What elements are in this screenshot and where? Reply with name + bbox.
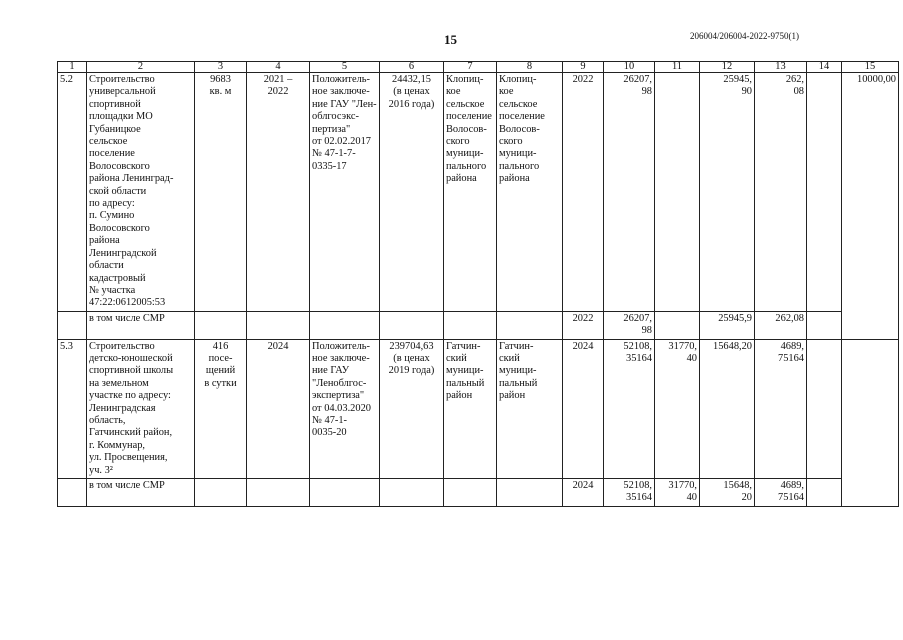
cell-line: 416 <box>212 340 229 352</box>
cell-line: 75164 <box>778 492 804 504</box>
cell-line: область, <box>89 414 126 426</box>
cell-line: 0335-17 <box>312 160 347 172</box>
value-cell-11 <box>655 479 700 507</box>
expertise-cell <box>310 73 380 312</box>
value-cell-14 <box>807 479 842 507</box>
cell-line: 98 <box>641 325 652 337</box>
column-header: 6 <box>380 62 444 73</box>
value-cell-10 <box>604 311 655 339</box>
object-name-cell <box>87 339 195 478</box>
period-cell <box>247 339 310 478</box>
table-row <box>58 339 899 478</box>
cell-line: 31770, <box>668 480 697 491</box>
cell-line: поселение <box>89 148 135 160</box>
cell-line: 9683 <box>210 74 231 85</box>
cell-line: 40 <box>686 492 697 504</box>
capacity-cell <box>195 339 247 478</box>
cell-line: "Леноблгос- <box>312 377 367 389</box>
cell-line: района Ленинград- <box>89 173 174 185</box>
cell-line: ние ГАУ "Лен- <box>312 98 377 110</box>
cell-line: 2019 года) <box>388 365 435 377</box>
value-cell-10 <box>604 339 655 478</box>
cell-line: ского <box>499 136 523 148</box>
cell-line: район <box>446 390 473 402</box>
year-cell: 2024 <box>563 479 604 507</box>
value-cell-11 <box>655 339 700 478</box>
cell-line: муници- <box>446 148 484 160</box>
value-cell-12 <box>700 339 755 478</box>
period-cell <box>247 73 310 312</box>
cell-line: № 47-1- <box>312 414 348 426</box>
cost-cell <box>380 339 444 478</box>
column-header: 5 <box>310 62 380 73</box>
cell-line: 47:22:0612005:53 <box>89 297 166 309</box>
cell-line: Положитель- <box>312 74 370 85</box>
table-row-subtotal <box>58 311 899 339</box>
cell-line: пального <box>499 160 540 172</box>
cell-line: универсальной <box>89 86 156 98</box>
cell-line: сельское <box>446 98 485 110</box>
value-cell-14 <box>807 311 842 339</box>
cell-line: 262,08 <box>775 312 804 324</box>
cell-line: ский <box>499 352 520 364</box>
cell-line: 24432,15 <box>392 74 431 85</box>
cell-line: 4689, <box>780 340 804 352</box>
cell-line: (в ценах <box>393 86 430 98</box>
cell-line: 4689, <box>780 480 804 491</box>
column-header: 4 <box>247 62 310 73</box>
cell-line: 0035-20 <box>312 427 347 439</box>
year-cell: 2022 <box>563 73 604 312</box>
cell-line: Гатчин- <box>499 340 534 352</box>
cell-line: спортивной <box>89 98 141 110</box>
smr-label: в том числе СМР <box>87 479 195 507</box>
value-cell-12 <box>700 479 755 507</box>
cell-line: от 04.03.2020 <box>312 402 371 414</box>
column-header: 13 <box>755 62 807 73</box>
cell-line: кое <box>499 86 514 98</box>
cell-line: муници- <box>499 365 537 377</box>
cell-line: Клопиц- <box>446 74 484 85</box>
cell-line: спортивной школы <box>89 365 174 377</box>
column-header: 15 <box>842 62 899 73</box>
cell-line: щений <box>205 365 236 377</box>
cell-line: Гатчинский район, <box>89 427 173 439</box>
value-cell-10 <box>604 479 655 507</box>
cell-line: области <box>89 260 124 272</box>
cell-line: участке по адресу: <box>89 390 171 402</box>
cell-line: пертиза" <box>312 123 351 135</box>
column-header: 9 <box>563 62 604 73</box>
cell-line: на земельном <box>89 377 149 389</box>
cell-line: 52108, <box>623 480 652 491</box>
cell-line: г. Коммунар, <box>89 439 146 451</box>
cell-line: уч. 3² <box>89 464 113 476</box>
cell-line: поселение <box>446 111 492 123</box>
year-cell: 2022 <box>563 311 604 339</box>
cell-line: (в ценах <box>393 352 430 364</box>
cell-line: ского <box>446 136 470 148</box>
cell-line: Волосовского <box>89 160 150 172</box>
cell-line: поселение <box>499 111 545 123</box>
cell-line: 10000,00 <box>857 74 896 85</box>
recipient-cell <box>497 339 563 478</box>
value-cell-11 <box>655 73 700 312</box>
cost-cell <box>380 73 444 312</box>
column-header: 14 <box>807 62 842 73</box>
value-cell-13 <box>755 311 807 339</box>
cell-line: района <box>499 173 530 185</box>
cell-line: Ленинградской <box>89 247 157 259</box>
cell-line: Положитель- <box>312 340 370 352</box>
column-number-row <box>58 62 899 73</box>
page-number: 15 <box>444 32 457 47</box>
cell-line: муници- <box>446 365 484 377</box>
cell-line: пальный <box>499 377 538 389</box>
cell-line: 35164 <box>626 492 652 504</box>
cell-line: сельское <box>89 136 128 148</box>
cell-line: облгосэкс- <box>312 111 359 123</box>
cell-line: 25945,9 <box>718 312 752 324</box>
investment-table <box>57 61 899 507</box>
cell-line: 262, <box>785 74 804 85</box>
customer-cell <box>444 73 497 312</box>
cell-line: ул. Просвещения, <box>89 452 168 464</box>
column-header: 1 <box>58 62 87 73</box>
cell-line: 2016 года) <box>388 98 435 110</box>
cell-line: в сутки <box>204 377 237 389</box>
recipient-cell <box>497 73 563 312</box>
value-cell-13 <box>755 479 807 507</box>
value-cell-11 <box>655 311 700 339</box>
cell-line: муници- <box>499 148 537 160</box>
cell-line: ние ГАУ <box>312 365 350 377</box>
value-cell-14 <box>807 73 842 312</box>
cell-line: Волосов- <box>499 123 540 135</box>
cell-line: 25945, <box>723 74 752 85</box>
column-header: 2 <box>87 62 195 73</box>
column-header: 7 <box>444 62 497 73</box>
cell-line: 26207, <box>623 312 652 324</box>
cell-line: район <box>499 390 526 402</box>
cell-line: Ленинградская <box>89 402 156 414</box>
value-cell-13 <box>755 73 807 312</box>
value-cell-15 <box>842 73 899 340</box>
cell-line: 2024 <box>267 340 289 352</box>
cell-line: Волосов- <box>446 123 487 135</box>
cell-line: Строительство <box>89 74 155 85</box>
cell-line: 98 <box>641 86 652 98</box>
cell-line: № 47-1-7- <box>312 148 356 160</box>
value-cell-13 <box>755 339 807 478</box>
cell-line: кое <box>446 86 461 98</box>
cell-line: посе- <box>208 352 233 364</box>
cell-line: от 02.02.2017 <box>312 136 371 148</box>
cell-line: № участка <box>89 284 136 296</box>
cell-line: 2021 – <box>263 74 293 85</box>
cell-line: 239704,63 <box>389 340 434 352</box>
row-number: 5.2 <box>58 73 87 312</box>
cell-line: сельское <box>499 98 538 110</box>
year-cell: 2024 <box>563 339 604 478</box>
cell-line: Клопиц- <box>499 74 537 85</box>
cell-line: экспертиза" <box>312 390 365 402</box>
cell-line: 40 <box>686 352 697 364</box>
column-header: 11 <box>655 62 700 73</box>
cell-line: пального <box>446 160 487 172</box>
row-number: 5.3 <box>58 339 87 478</box>
expertise-cell <box>310 339 380 478</box>
cell-line: 20 <box>741 492 752 504</box>
value-cell-12 <box>700 73 755 312</box>
smr-label: в том числе СМР <box>87 311 195 339</box>
cell-line: кадастровый <box>89 272 146 284</box>
cell-line: пальный <box>446 377 485 389</box>
column-header: 8 <box>497 62 563 73</box>
cell-line: 35164 <box>626 352 652 364</box>
cell-line: 52108, <box>623 340 652 352</box>
cell-line: района <box>446 173 477 185</box>
capacity-cell <box>195 73 247 312</box>
cell-line: 2022 <box>267 86 289 98</box>
cell-line: ное заключе- <box>312 86 370 98</box>
cell-line: 15648,20 <box>713 340 752 352</box>
table-row-subtotal <box>58 479 899 507</box>
customer-cell <box>444 339 497 478</box>
cell-line: площадки МО <box>89 111 153 123</box>
value-cell-10 <box>604 73 655 312</box>
value-cell-15 <box>842 339 899 506</box>
cell-line: 31770, <box>668 340 697 352</box>
cell-line: ской области <box>89 185 147 197</box>
cell-line: 90 <box>741 86 752 98</box>
cell-line: Губаницкое <box>89 123 141 135</box>
cell-line: 75164 <box>778 352 804 364</box>
cell-line: 15648, <box>723 480 752 491</box>
cell-line: детско-юношеской <box>89 352 173 364</box>
value-cell-14 <box>807 339 842 478</box>
column-header: 10 <box>604 62 655 73</box>
cell-line: ное заключе- <box>312 352 370 364</box>
table-row <box>58 73 899 312</box>
document-id: 206004/206004-2022-9750(1) <box>690 31 799 41</box>
cell-line: 26207, <box>623 74 652 85</box>
cell-line: района <box>89 235 120 247</box>
value-cell-12 <box>700 311 755 339</box>
cell-line: Строительство <box>89 340 155 352</box>
cell-line: по адресу: <box>89 198 135 210</box>
cell-line: ский <box>446 352 467 364</box>
cell-line: 08 <box>793 86 804 98</box>
cell-line: Гатчин- <box>446 340 481 352</box>
column-header: 3 <box>195 62 247 73</box>
object-name-cell <box>87 73 195 312</box>
cell-line: кв. м <box>209 86 232 98</box>
cell-line: Волосовского <box>89 222 150 234</box>
column-header: 12 <box>700 62 755 73</box>
cell-line: п. Сумино <box>89 210 135 222</box>
